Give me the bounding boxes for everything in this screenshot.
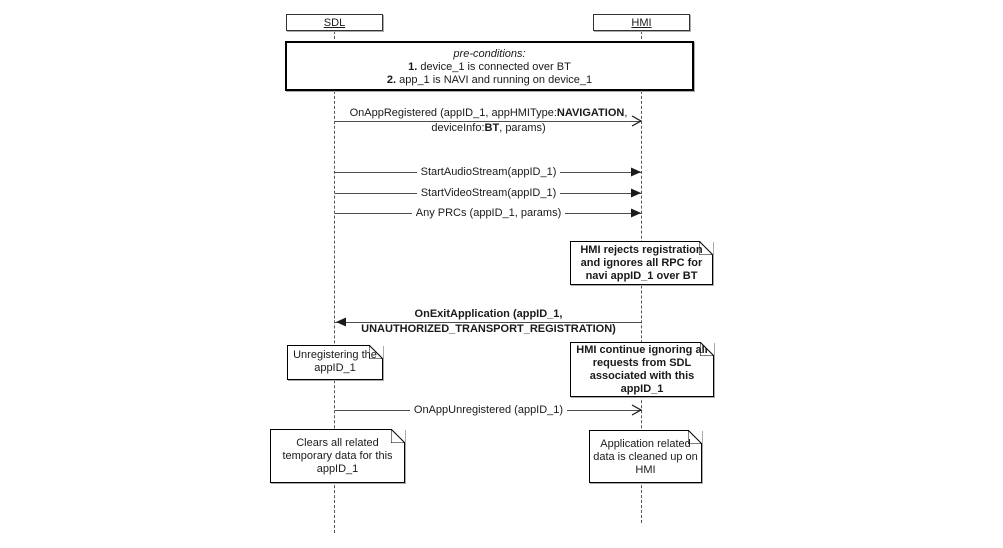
message-label: StartVideoStream(appID_1) [335, 186, 642, 200]
precondition-item-1: 1. device_1 is connected over BT [408, 61, 571, 73]
participant-sdl [286, 14, 383, 31]
note-hmi-continue [570, 342, 714, 397]
note-line: appID_1 [620, 383, 664, 395]
message-label: StartAudioStream(appID_1) [335, 165, 642, 179]
note-line: navi appID_1 over BT [585, 270, 698, 282]
note-fold-icon [369, 345, 383, 359]
note-line: appID_1 [314, 362, 356, 374]
note-line: HMI [635, 464, 656, 476]
participant-hmi [593, 14, 690, 31]
message-label-line2: UNAUTHORIZED_TRANSPORT_REGISTRATION) [361, 323, 616, 335]
message-label-line2: deviceInfo:BT, params) [431, 122, 546, 134]
note-line: temporary data for this [282, 450, 393, 462]
message-label-line1: OnAppRegistered (appID_1, appHMIType:NAVIGATION, [349, 107, 628, 119]
note-line: Unregistering the [293, 349, 377, 361]
note-fold-icon [688, 430, 702, 444]
preconditions-box [285, 41, 694, 91]
note-line: and ignores all RPC for [580, 257, 703, 269]
message-label: OnAppUnregistered (appID_1) [335, 403, 642, 417]
message-label-line1: OnExitApplication (appID_1, [414, 308, 563, 320]
note-line: appID_1 [316, 463, 359, 475]
note-line: data is cleaned up on [593, 451, 698, 463]
participant-sdl-label: SDL [323, 17, 346, 29]
participant-hmi-label: HMI [631, 17, 652, 29]
note-line: HMI rejects registration [580, 244, 703, 256]
note-line: Application related [600, 438, 691, 450]
note-fold-icon [391, 429, 405, 443]
note-hmi-rejects [570, 241, 713, 285]
message-label: Any PRCs (appID_1, params) [335, 206, 642, 220]
preconditions-title: pre-conditions: [453, 48, 526, 60]
note-fold-icon [699, 241, 713, 255]
note-app-cleaned [589, 430, 702, 483]
note-line: Clears all related [296, 437, 379, 449]
precondition-item-2: 2. app_1 is NAVI and running on device_1 [386, 74, 593, 86]
note-line: requests from SDL [592, 357, 692, 369]
note-unregistering [287, 345, 383, 380]
note-clears-data [270, 429, 405, 483]
note-line: HMI continue ignoring all [576, 344, 708, 356]
note-line: associated with this [589, 370, 695, 382]
note-fold-icon [700, 342, 714, 356]
